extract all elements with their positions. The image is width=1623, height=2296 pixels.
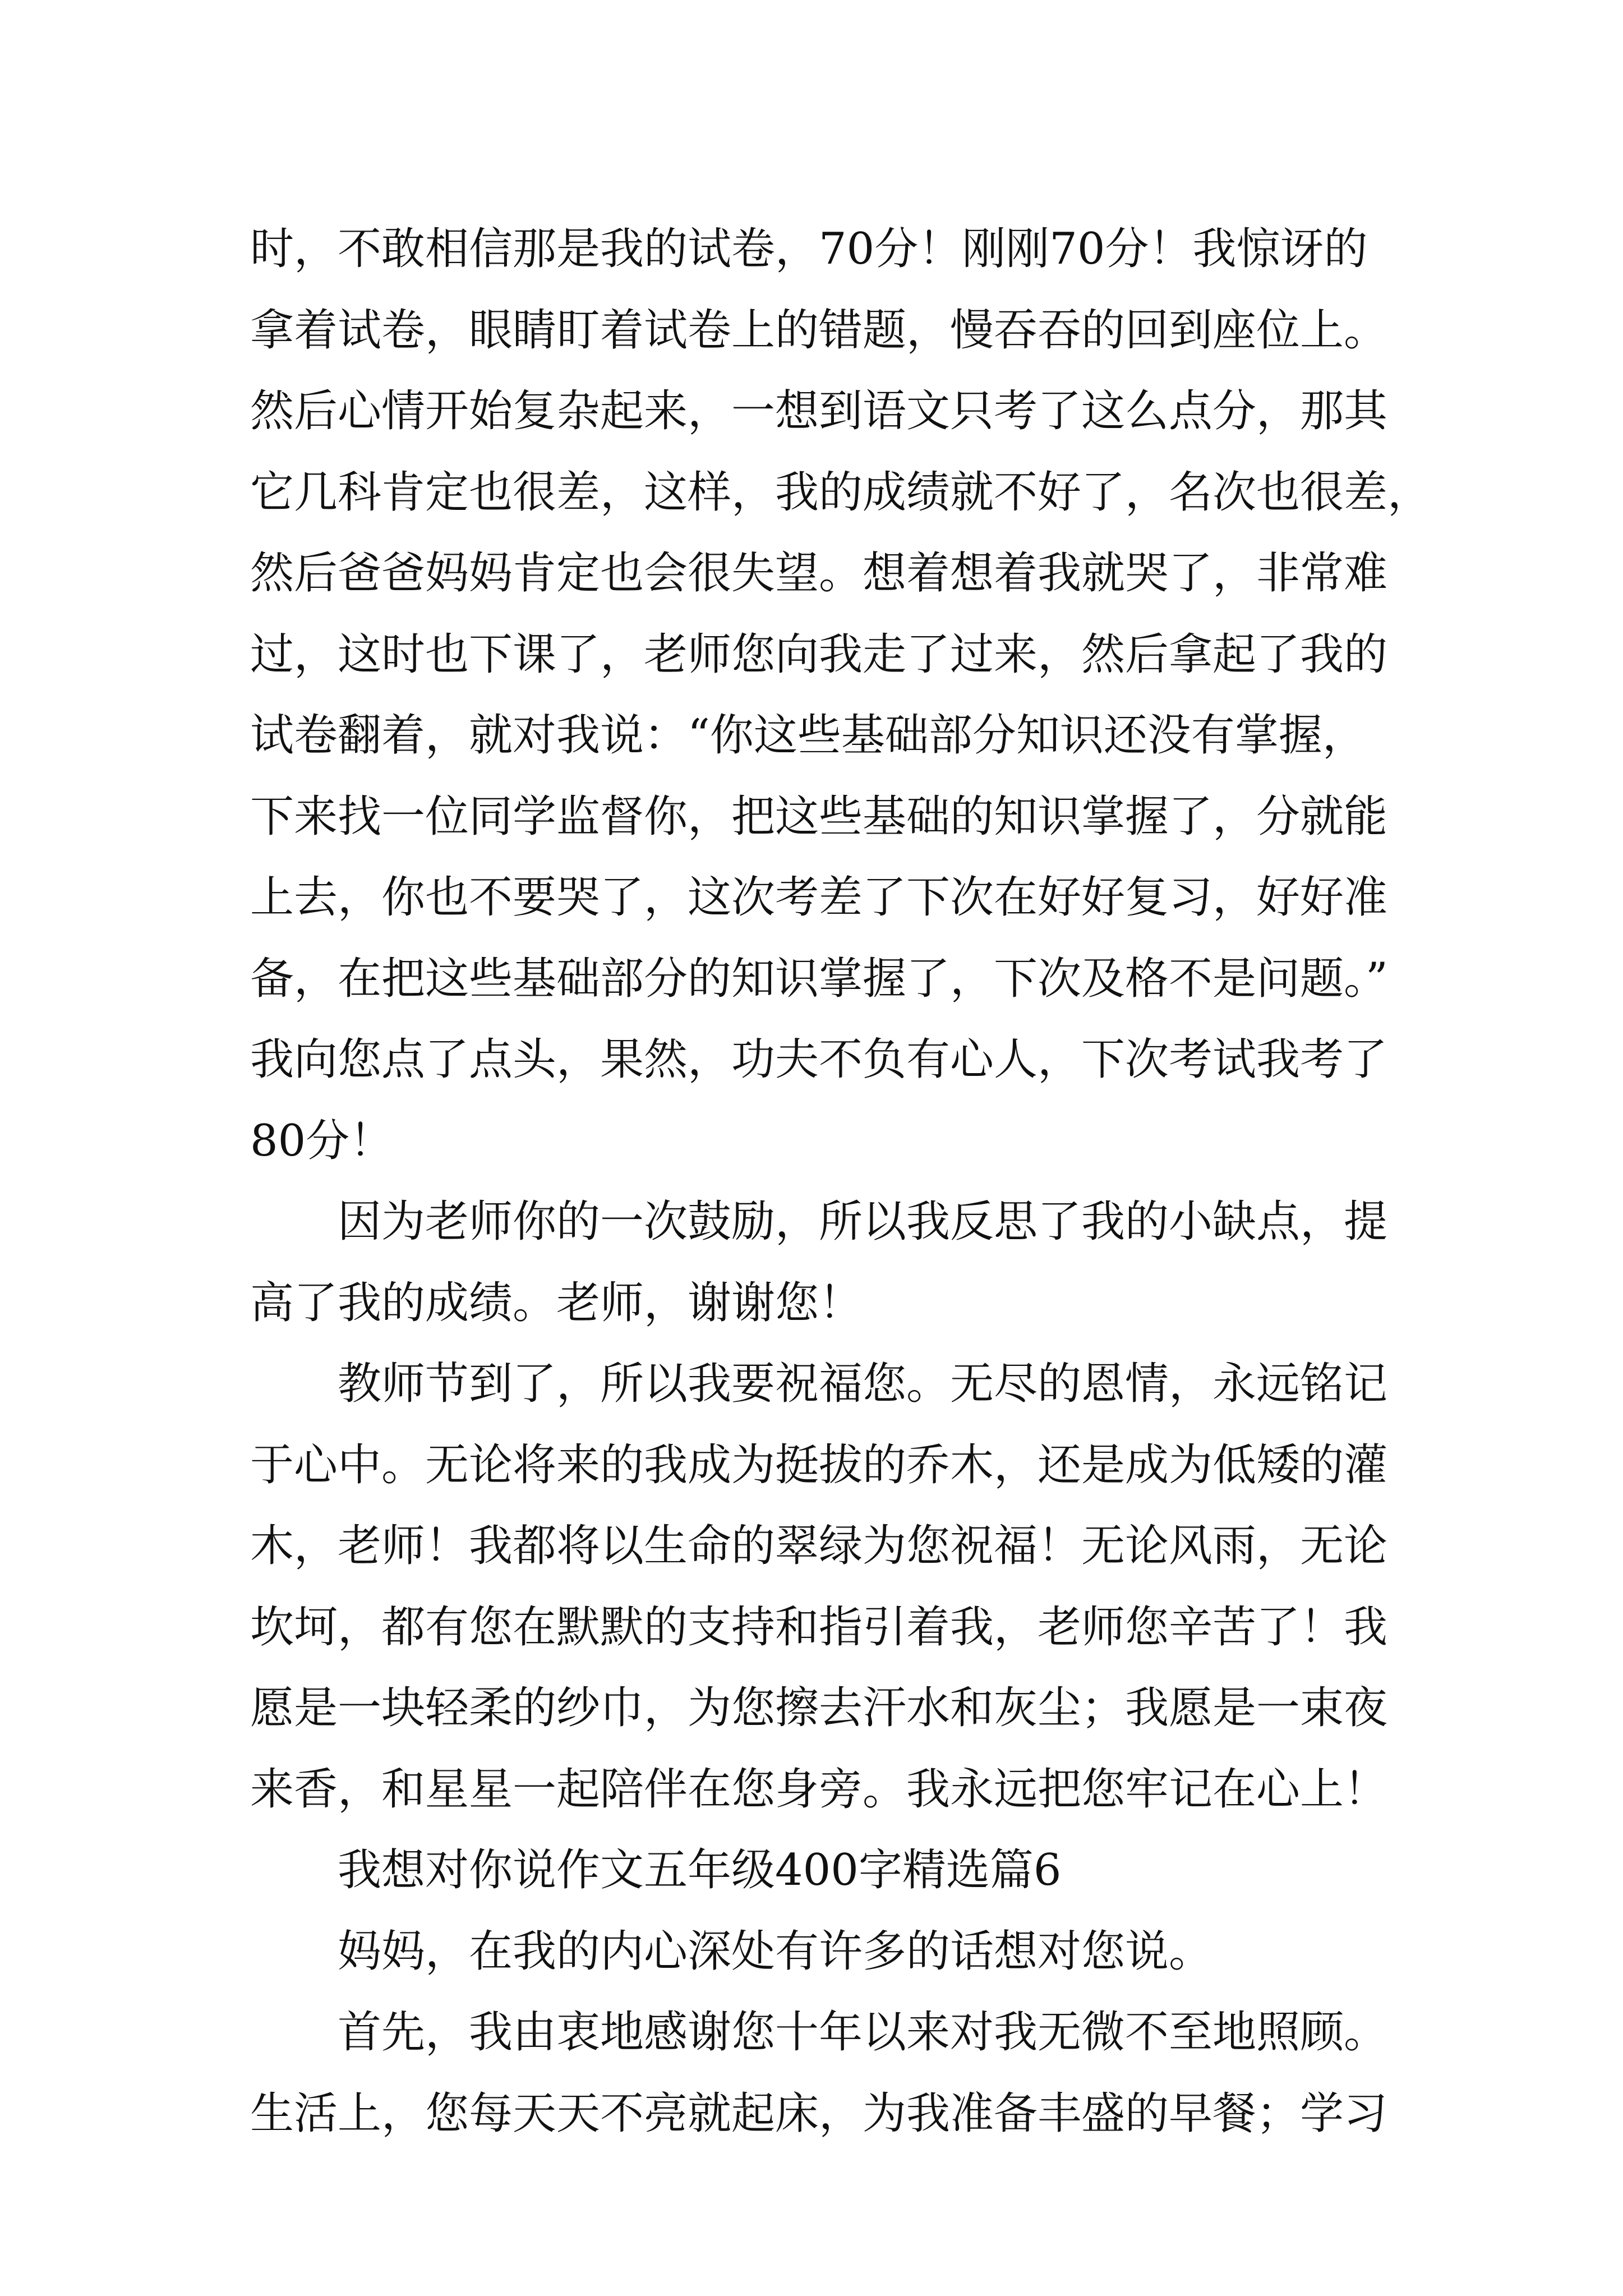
text-line: 过，这时也下课了，老师您向我走了过来，然后拿起了我的	[250, 629, 1388, 680]
text-line: 妈妈，在我的内心深处有许多的话想对您说。	[338, 1926, 1213, 1977]
text-line: 愿是一块轻柔的纱巾，为您擦去汗水和灰尘；我愿是一束夜	[250, 1683, 1388, 1733]
text-line: 生活上，您每天天不亮就起床，为我准备丰盛的早餐；学习	[250, 2088, 1388, 2139]
text-line: 首先，我由衷地感谢您十年以来对我无微不至地照顾。	[338, 2007, 1388, 2058]
text-line: 木，老师！我都将以生命的翠绿为您祝福！无论风雨，无论	[250, 1521, 1388, 1571]
text-line: 高了我的成绩。老师，谢谢您！	[250, 1277, 863, 1328]
text-line: 80分！	[250, 1115, 394, 1166]
body-text	[250, 209, 1432, 2154]
text-line: 因为老师你的一次鼓励，所以我反思了我的小缺点，提	[338, 1197, 1388, 1247]
text-line: 我想对你说作文五年级400字精选篇6	[338, 1845, 1062, 1895]
text-line: 坎坷，都有您在默默的支持和指引着我，老师您辛苦了！我	[250, 1602, 1388, 1653]
text-line: 我向您点了点头，果然，功夫不负有心人，下次考试我考了	[250, 1034, 1388, 1085]
text-line: 拿着试卷，眼睛盯着试卷上的错题，慢吞吞的回到座位上。	[250, 305, 1388, 356]
text-line: 然后心情开始复杂起来，一想到语文只考了这么点分，那其	[250, 386, 1388, 436]
text-line: 时，不敢相信那是我的试卷，70分！刚刚70分！我惊讶的	[250, 224, 1368, 274]
text-line: 它几科肯定也很差，这样，我的成绩就不好了，名次也很差，	[250, 467, 1432, 518]
text-line: 来香，和星星一起陪伴在您身旁。我永远把您牢记在心上！	[250, 1764, 1388, 1815]
text-line: 教师节到了，所以我要祝福您。无尽的恩情，永远铭记	[338, 1359, 1388, 1409]
text-line: 上去，你也不要哭了，这次考差了下次在好好复习，好好准	[250, 872, 1388, 923]
text-line: 备，在把这些基础部分的知识掌握了，下次及格不是问题。”	[250, 953, 1388, 1004]
text-line: 然后爸爸妈妈肯定也会很失望。想着想着我就哭了，非常难	[250, 548, 1388, 599]
text-line: 试卷翻着，就对我说：“你这些基础部分知识还没有掌握，	[250, 710, 1366, 761]
text-line: 下来找一位同学监督你，把这些基础的知识掌握了，分就能	[250, 791, 1388, 842]
text-line: 于心中。无论将来的我成为挺拔的乔木，还是成为低矮的灌	[250, 1439, 1388, 1490]
